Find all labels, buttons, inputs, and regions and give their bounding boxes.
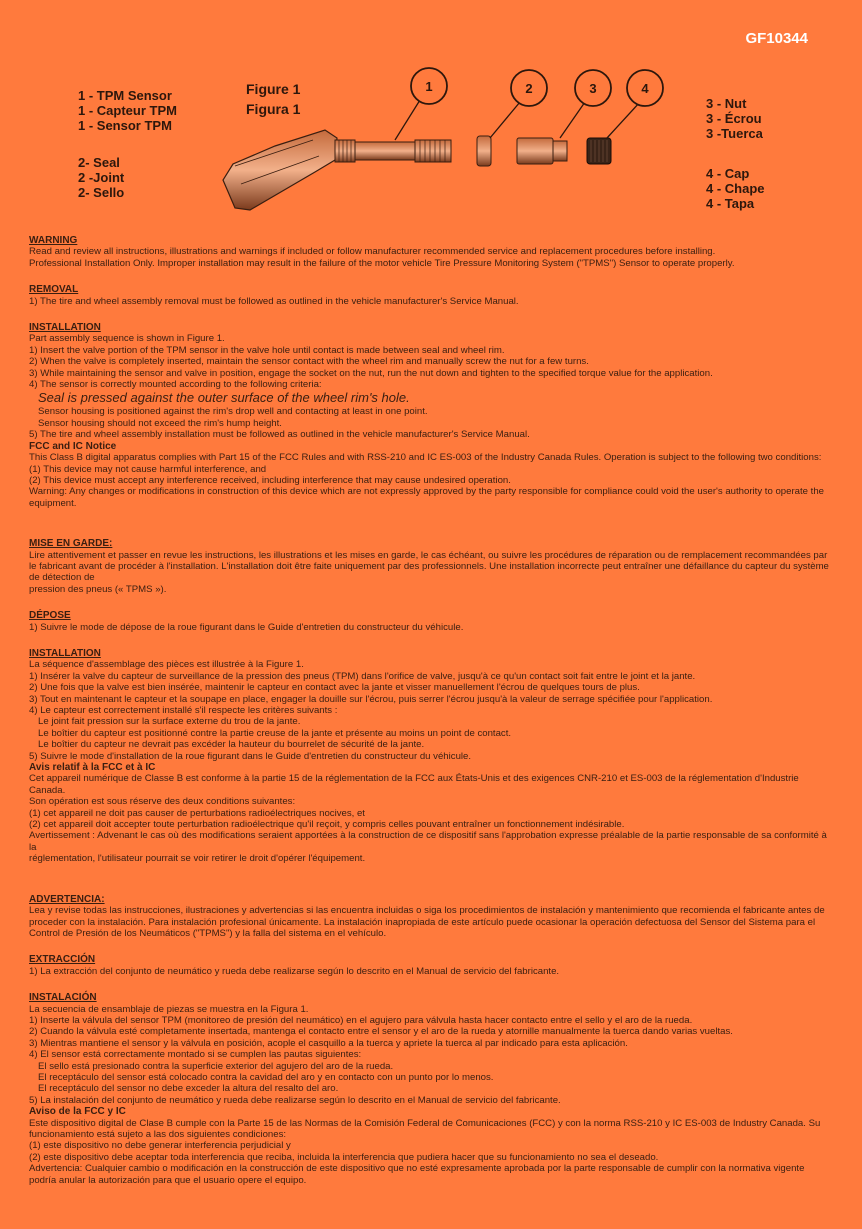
paragraph: 5) The tire and wheel assembly installation must be followed as outlined in the vehicle manufacturer's Service Manual. [29, 429, 530, 441]
legend-line: 3 - Écrou [706, 111, 762, 126]
removal-heading: EXTRACCIÓN [29, 954, 96, 966]
legend-right [706, 96, 765, 236]
paragraph: Avertissement : Advenant le cas où des modifications seraient apportées à la construction de ce dispositif sans l'approbation expresse préalable de la partie responsable de sa conformité à la [29, 830, 827, 853]
paragraph: Read and review all instructions, illustrations and warnings if included or follow manufacturer recommended service and replacement procedures before installing. [29, 246, 716, 258]
paragraph: Sensor housing is positioned against the rim's drop well and contacting at least in one point. [38, 406, 428, 418]
paragraph: Professional Installation Only. Improper installation may result in the failure of the motor vehicle Tire Pressure Monitoring System ("TPMS") Sensor to operate properly. [29, 257, 735, 269]
installation-heading: INSTALLATION [29, 322, 101, 334]
paragraph: 3) Tout en maintenant le capteur et la soupape en place, engager la douille sur l'écrou, puis serrer l'écrou jusqu'à la valeur de serrage spécifiée pour l'application. [29, 693, 713, 705]
callout-2-label: 2 [525, 81, 533, 96]
paragraph: El sello está presionado contra la superficie exterior del agujero del aro de la rueda. [38, 1060, 394, 1072]
paragraph: (1) This device may not cause harmful interference, and [29, 463, 267, 475]
paragraph: La séquence d'assemblage des pièces est illustrée à la Figure 1. [29, 659, 304, 671]
paragraph: 4) Le capteur est correctement installé s'il respecte les critères suivants : [29, 705, 338, 716]
legend-line: 1 - Capteur TPM [78, 103, 177, 118]
paragraph: 5) Suivre le mode d'installation de la roue figurant dans le Guide d'entretien du constructeur du véhicule. [29, 750, 472, 762]
legend-line: 4 - Tapa [706, 196, 755, 211]
paragraph: (2) este dispositivo debe aceptar toda interferencia que reciba, incluida la interferencia que pudiera hacer que su funcionamiento no sea el deseado. [29, 1151, 659, 1163]
paragraph: This Class B digital apparatus complies with Part 15 of the FCC Rules and with RSS-210 and IC ES-003 of the Industry Canada Rules. Operation is subject to the following two conditions: [29, 452, 822, 464]
section-english [29, 235, 829, 509]
paragraph: 4) El sensor está correctamente montado si se cumplen las pautas siguientes: [29, 1049, 362, 1061]
installation-heading: INSTALACIÓN [29, 992, 97, 1004]
paragraph: 1) La extracción del conjunto de neumático y rueda debe realizarse según lo descrito en el Manual de servicio del fabricante. [29, 965, 560, 977]
legend-cap [706, 166, 765, 211]
legend-line: 1 - Sensor TPM [78, 118, 172, 133]
paragraph: El receptáculo del sensor está colocado contra la cavidad del aro y en contacto con un punto por lo menos. [38, 1071, 494, 1083]
paragraph: Le joint fait pression sur la surface externe du trou de la jante. [38, 716, 301, 728]
document-code: GF10344 [745, 30, 808, 47]
legend-line: 3 - Nut [706, 96, 747, 111]
paragraph: 3) Mientras mantiene el sensor y la válvula en posición, acople el casquillo a la tuerca y apriete la tuerca al par indicado para esta aplicación. [29, 1037, 628, 1049]
nut-illustration [517, 138, 567, 164]
fcc-heading: FCC and IC Notice [29, 440, 117, 452]
paragraph: La secuencia de ensamblaje de piezas se muestra en la Figura 1. [29, 1003, 309, 1015]
paragraph: 4) The sensor is correctly mounted according to the following criteria: [29, 379, 322, 391]
paragraph: Sensor housing should not exceed the rim's hump height. [38, 417, 282, 429]
paragraph: Advertencia: Cualquier cambio o modificación en la construcción de este dispositivo que no esté expresamente aprobada por la parte responsable de cumplir con la normativa vigente podría anular la autorización para que el usuario opere el equipo. [29, 1163, 805, 1186]
fcc-heading: Avis relatif à la FCC et à IC [29, 762, 156, 774]
callout-3-label: 3 [589, 81, 597, 96]
paragraph: Son opération est sous réserve des deux conditions suivantes: [29, 796, 296, 808]
paragraph: 5) La instalación del conjunto de neumático y rueda debe realizarse según lo descrito en el Manual de servicio del fabricante. [29, 1094, 561, 1106]
paragraph: 2) Une fois que la valve est bien insérée, maintenir le capteur en contact avec la jante et visser manuellement l'écrou de quelques tours de plus. [29, 682, 640, 694]
paragraph: Le boîtier du capteur ne devrait pas excéder la hauteur du bourrelet de sécurité de la jante. [38, 739, 425, 751]
callout-3 [575, 70, 611, 106]
legend-tpm-sensor [78, 88, 177, 133]
legend-nut [706, 96, 765, 141]
fcc-heading: Aviso de la FCC y IC [29, 1106, 126, 1118]
callout-arrows [395, 100, 640, 140]
legend-left [78, 88, 177, 222]
warning-heading: ADVERTENCIA: [29, 893, 105, 905]
paragraph: (1) cet appareil ne doit pas causer de perturbations radioélectriques nocives, et [29, 807, 365, 819]
legend-line: 1 - TPM Sensor [78, 88, 172, 103]
paragraph: 1) Suivre le mode de dépose de la roue figurant dans le Guide d'entretien du constructeur du véhicule. [29, 621, 464, 633]
paragraph: Warning: Any changes or modifications in construction of this device which are not expressly approved by the party responsible for compliance could void the user's authority to operate the equipment. [29, 486, 824, 509]
installation-heading: INSTALLATION [29, 647, 101, 659]
paragraph: Lire attentivement et passer en revue les instructions, les illustrations et les mises en garde, le cas échéant, ou suivre les procédures de réparation ou de remplacement recommandées par le fabricant avant de procéder à l'installation. L'installation doit être faite uniquement par des professionnels. Une installation incorrecte peut entraîner une défaillance du capteur du système de détection de [29, 549, 829, 584]
paragraph: Le boîtier du capteur est positionné contre la partie creuse de la jante et présente au moins un point de contact. [38, 727, 512, 739]
paragraph: Este dispositivo digital de Clase B cumple con la Parte 15 de las Normas de la Comisión Federal de Comunicaciones (FCC) y con la norma RSS-210 y IC ES-003 de Industry Canada. Su funcionamiento está sujeto a las dos siguientes condiciones: [29, 1117, 821, 1140]
legend-line: 2 -Joint [78, 170, 125, 185]
legend-line: 4 - Cap [706, 166, 750, 181]
cap-illustration [587, 138, 611, 164]
removal-heading: DÉPOSE [29, 610, 71, 622]
figure-title-es: Figura 1 [246, 101, 301, 117]
seal-illustration [477, 136, 491, 166]
section-french [29, 538, 829, 865]
legend-line: 4 - Chape [706, 181, 765, 196]
paragraph: (2) This device must accept any interference received, including interference that may cause undesired operation. [29, 474, 511, 486]
paragraph: pression des pneus (« TPMS »). [29, 583, 167, 595]
legend-seal [78, 155, 177, 200]
callout-4 [627, 70, 663, 106]
callout-1 [411, 68, 447, 104]
legend-line: 2- Seal [78, 155, 120, 170]
paragraph: 1) The tire and wheel assembly removal must be followed as outlined in the vehicle manufacturer's Service Manual. [29, 295, 519, 307]
seal-criterion: Seal is pressed against the outer surface of the wheel rim's hole. [38, 390, 410, 406]
paragraph: 1) Insérer la valve du capteur de surveillance de la pression des pneus (TPM) dans l'orifice de valve, jusqu'à ce qu'un contact soit fait entre le joint et la jante. [29, 670, 696, 682]
paragraph: El receptáculo del sensor no debe exceder la altura del resalto del aro. [38, 1083, 339, 1095]
paragraph: Cet appareil numérique de Classe B est conforme à la partie 15 de la réglementation de la FCC aux États-Unis et des exigences CNR-210 et ES-003 de la réglementation d'Industrie Canada. [29, 773, 799, 796]
paragraph: Part assembly sequence is shown in Figure 1. [29, 333, 225, 345]
section-spanish [29, 894, 829, 1186]
paragraph: 3) While maintaining the sensor and valve in position, engage the socket on the nut, run the nut down and tighten to the specified torque value for the application. [29, 367, 713, 379]
paragraph: (2) cet appareil doit accepter toute perturbation radioélectrique qu'il reçoit, y compris celles pouvant entraîner un fonctionnement indésirable. [29, 819, 625, 831]
instructions-body [29, 232, 829, 1186]
legend-line: 3 -Tuerca [706, 126, 763, 141]
figure-title-en: Figure 1 [246, 81, 301, 97]
paragraph: 2) When the valve is completely inserted, maintain the sensor contact with the wheel rim and manually screw the nut for a few turns. [29, 356, 589, 368]
callout-2 [511, 70, 547, 106]
paragraph: (1) este dispositivo no debe generar interferencia perjudicial y [29, 1140, 291, 1152]
paragraph: 1) Insert the valve portion of the TPM sensor in the valve hole until contact is made between seal and wheel rim. [29, 344, 505, 356]
warning-heading: MISE EN GARDE: [29, 538, 113, 550]
tpm-sensor-illustration [223, 130, 451, 210]
tpm-sensor-figure [215, 60, 685, 220]
callout-4-label: 4 [641, 81, 649, 96]
callout-1-label: 1 [425, 79, 433, 94]
paragraph: Lea y revise todas las instrucciones, ilustraciones y advertencias si las encuentra incluidas o siga los procedimientos de instalación y mantenimiento que recomienda el fabricante antes de proceder con la instalación. Para instalación profesional únicamente. La instalación inapropiada de este artículo puede ocasionar la operación defectuosa del Sensor del Sistema para el Control de Presión de los Neumáticos ("TPMS") y la falla del sistema en el vehículo. [29, 905, 825, 939]
paragraph: 1) Inserte la válvula del sensor TPM (monitoreo de presión del neumático) en el agujero para válvula hasta hacer contacto entre el sello y el aro de la rueda. [29, 1014, 693, 1026]
removal-heading: REMOVAL [29, 284, 79, 296]
legend-line: 2- Sello [78, 185, 125, 200]
warning-heading: WARNING [29, 235, 78, 246]
paragraph: 2) Cuando la válvula esté completamente insertada, mantenga el contacto entre el sensor y el aro de la rueda y atornille manualmente la tuerca dando varias vueltas. [29, 1026, 733, 1038]
paragraph: réglementation, l'utilisateur pourrait se voir retirer le droit d'opérer l'équipement. [29, 853, 366, 865]
